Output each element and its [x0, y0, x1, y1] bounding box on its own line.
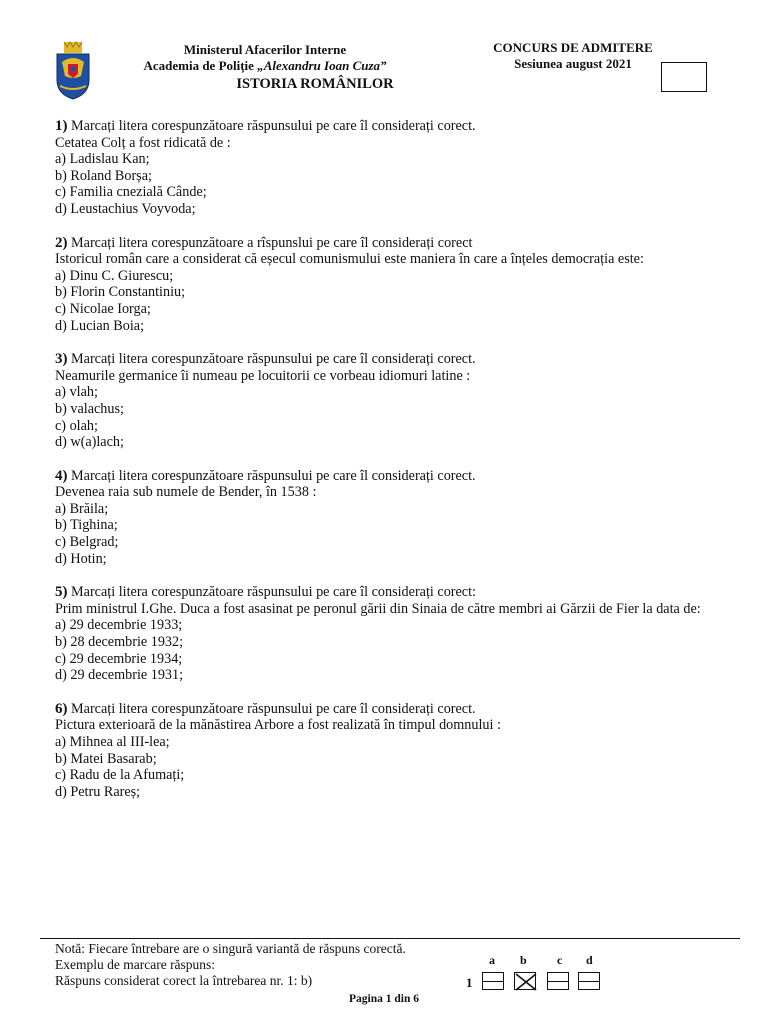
police-academy-coat-of-arms-icon	[54, 40, 92, 100]
answer-option-c[interactable]: c) Nicolae Iorga;	[55, 300, 151, 317]
question-stem: Neamurile germanice îi numeau pe locuitorii ce vorbeau idiomuri latine :	[55, 367, 471, 384]
answer-option-b[interactable]: b) Roland Borșa;	[55, 167, 152, 184]
question-list	[55, 118, 725, 817]
example-letter-a: a	[489, 953, 495, 967]
question-instruction	[55, 351, 725, 368]
question-4	[55, 468, 725, 568]
answer-option-a[interactable]: a) Brăila;	[55, 500, 109, 517]
answer-option-d[interactable]: d) Petru Rareș;	[55, 783, 141, 800]
note-line-3: Răspuns considerat corect la întrebarea nr. 1: b)	[55, 973, 313, 988]
answer-option-d[interactable]: d) w(a)lach;	[55, 434, 124, 451]
question-5	[55, 584, 725, 684]
example-answer-box-d	[578, 972, 600, 990]
question-3	[55, 351, 725, 451]
note-line-2: Exemplu de marcare răspuns:	[55, 957, 216, 972]
example-letter-c: c	[557, 953, 563, 967]
answer-option-c[interactable]: c) olah;	[55, 417, 98, 434]
question-stem: Pictura exterioară de la mănăstirea Arbore a fost realizată în timpul domnului :	[55, 717, 501, 734]
note-line-1: Notă: Fiecare întrebare are o singură variantă de răspuns corectă.	[55, 941, 406, 956]
academy-title: „Alexandru Ioan Cuza”	[257, 58, 387, 73]
answer-option-a[interactable]: a) vlah;	[55, 384, 98, 401]
footer-divider	[40, 938, 740, 939]
instruction-text: Marcați litera corespunzătoare a rîspunslui pe care îl considerați corect	[67, 234, 473, 251]
example-answer-box-a	[482, 972, 504, 990]
example-letter-b: b	[520, 953, 527, 967]
answer-option-c[interactable]: c) Belgrad;	[55, 534, 119, 551]
instruction-text: Marcați litera corespunzătoare răspunsului pe care îl considerați corect:	[67, 584, 476, 601]
academy-name	[95, 58, 435, 74]
answer-option-b[interactable]: b) 28 decembrie 1932;	[55, 634, 184, 651]
example-answer-box-c	[547, 972, 569, 990]
question-stem: Prim ministrul I.Ghe. Duca a fost asasinat pe peronul gării din Sinaia de către membri ai Gărzii de Fier la data de:	[55, 600, 701, 617]
question-number: 2)	[55, 234, 68, 251]
answer-option-d[interactable]: d) Hotin;	[55, 550, 107, 567]
answer-option-a[interactable]: a) Ladislau Kan;	[55, 151, 150, 168]
question-number: 1)	[55, 118, 68, 134]
answer-option-c[interactable]: c) Familia cnezială Cânde;	[55, 184, 207, 201]
x-mark-icon	[515, 973, 537, 991]
question-instruction	[55, 118, 725, 135]
answer-option-b[interactable]: b) Matei Basarab;	[55, 750, 157, 767]
question-2	[55, 235, 725, 335]
academy-prefix: Academia de Poliție	[143, 58, 258, 73]
header-exam	[470, 40, 676, 72]
answer-option-a[interactable]: a) Dinu C. Giurescu;	[55, 267, 174, 284]
example-answer-box-b	[514, 972, 536, 990]
question-stem: Istoricul român care a considerat că eșecul comunismului este maniera în care a înțeles democrația este:	[55, 251, 644, 268]
subject-title: ISTORIA ROMÂNILOR	[236, 76, 394, 92]
answer-option-d[interactable]: d) Lucian Boia;	[55, 317, 145, 334]
question-instruction	[55, 701, 725, 718]
instruction-text: Marcați litera corespunzătoare răspunsului pe care îl considerați corect.	[67, 467, 476, 484]
question-stem: Devenea raia sub numele de Bender, în 1538 :	[55, 484, 317, 501]
question-6	[55, 701, 725, 801]
footer-note	[55, 941, 406, 989]
ministry-name: Ministerul Afacerilor Interne	[183, 42, 347, 57]
question-instruction	[55, 584, 725, 601]
header-institution	[95, 42, 435, 92]
question-1	[55, 118, 725, 218]
example-question-number: 1	[466, 975, 473, 990]
question-number: 5)	[55, 584, 68, 601]
answer-option-b[interactable]: b) Florin Constantiniu;	[55, 284, 186, 301]
answer-option-d[interactable]: d) 29 decembrie 1931;	[55, 667, 184, 684]
question-stem: Cetatea Colț a fost ridicată de :	[55, 134, 231, 151]
question-instruction	[55, 468, 725, 485]
page-number: Pagina 1 din 6	[349, 993, 419, 1005]
instruction-text: Marcați litera corespunzătoare răspunsului pe care îl considerați corect.	[67, 700, 476, 717]
answer-option-a[interactable]: a) Mihnea al III-lea;	[55, 734, 170, 750]
question-instruction	[55, 235, 725, 252]
instruction-text: Marcați litera corespunzătoare răspunsului pe care îl considerați corect.	[67, 118, 476, 134]
answer-option-c[interactable]: c) 29 decembrie 1934;	[55, 650, 183, 667]
question-number: 3)	[55, 351, 68, 368]
example-letter-d: d	[586, 953, 593, 967]
question-number: 6)	[55, 700, 68, 717]
answer-option-d[interactable]: d) Leustachius Voyvoda;	[55, 200, 196, 217]
question-number: 4)	[55, 467, 68, 484]
answer-option-c[interactable]: c) Radu de la Afumați;	[55, 767, 185, 784]
answer-option-b[interactable]: b) Tighina;	[55, 517, 118, 534]
instruction-text: Marcați litera corespunzătoare răspunsului pe care îl considerați corect.	[67, 351, 476, 368]
exam-title: CONCURS DE ADMITERE	[493, 40, 653, 55]
exam-session: Sesiunea august 2021	[514, 56, 632, 71]
code-box[interactable]	[661, 62, 707, 92]
answer-option-b[interactable]: b) valachus;	[55, 400, 124, 417]
answer-option-a[interactable]: a) 29 decembrie 1933;	[55, 617, 183, 634]
